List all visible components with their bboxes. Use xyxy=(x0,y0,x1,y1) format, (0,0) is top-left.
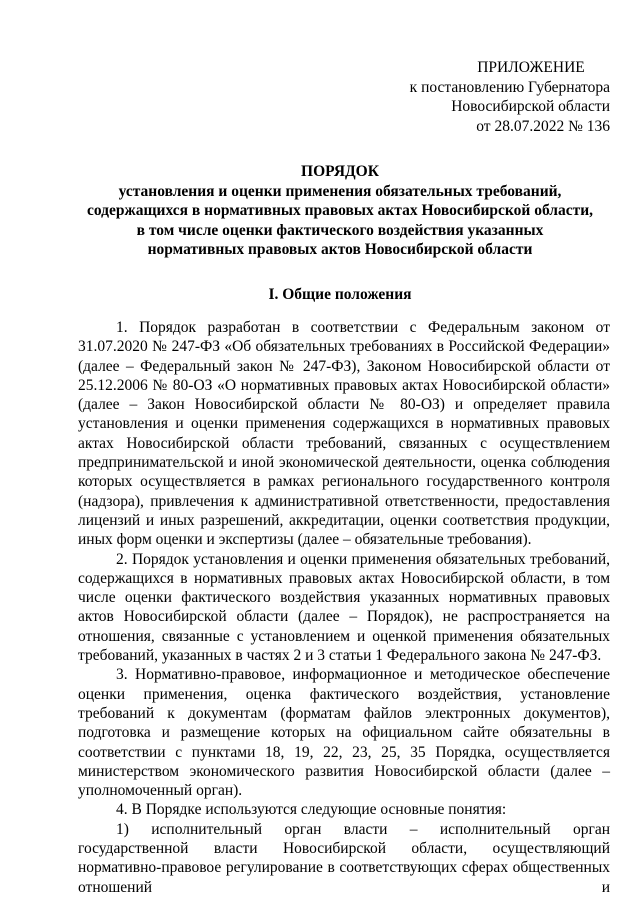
appendix-header xyxy=(380,58,610,136)
section-heading: I. Общие положения xyxy=(268,286,412,303)
document-subtitle-line: в том числе оценки фактического воздействия указанных xyxy=(136,221,544,239)
document-title-block xyxy=(60,162,620,260)
paragraph: 1. Порядок разработан в соответствии с Федеральным законом от 31.07.2020 № 247-ФЗ «Об обязательных требованиях в Российской Федерации» (далее – Федеральный закон № 247-ФЗ), Законом Новосибирской области от 25.12.2006 № 80-ОЗ «О нормативных правовых актах Новосибирской области» (далее – Закон Новосибирской области № 80-ОЗ) и определяет правила установления и оценки применения содержащихся в нормативных правовых актах Новосибирской области требований, связанных с осуществлением предпринимательской и иной экономической деятельности, оценка соблюдения которых осуществляется в рамках регионального государственного контроля (надзора), привлечения к административной ответственности, предоставления лицензий и иных разрешений, аккредитации, оценки соответствия продукции, иных форм оценки и экспертизы (далее – обязательные требования). xyxy=(78,319,610,549)
document-title: ПОРЯДОК xyxy=(301,163,379,180)
appendix-line-region: Новосибирской области xyxy=(451,98,610,115)
document-subtitle-line: установления и оценки применения обязательных требований, xyxy=(118,182,562,200)
document-body xyxy=(78,318,610,897)
appendix-title: ПРИЛОЖЕНИЕ xyxy=(477,59,585,76)
paragraph: 4. В Порядке используются следующие основные понятия: xyxy=(116,801,507,819)
paragraph: 1) исполнительный орган власти – исполнительный орган государственной власти Новосибирской области, осуществляющий нормативно-правовое регулирование в соответствующих сферах общественных отношений и xyxy=(78,820,610,896)
document-subtitle-line: нормативных правовых актов Новосибирской области xyxy=(147,241,533,258)
document-subtitle-line: содержащихся в нормативных правовых актах Новосибирской области, xyxy=(86,202,594,219)
paragraph: 3. Нормативно-правовое, информационное и методическое обеспечение оценки применения, оценка фактического воздействия, установление требований к документам (форматам файлов электронных документов), подготовка и размещение которых на официальном сайте обязательны в соответствии с пунктами 18, 19, 22, 23, 25, 35 Порядка, осуществляется министерством экономического развития Новосибирской области (далее – уполномоченный орган). xyxy=(78,666,610,800)
paragraph: 2. Порядок установления и оценки применения обязательных требований, содержащихся в нормативных правовых актах Новосибирской области, в том числе оценки фактического воздействия указанных нормативных правовых актов Новосибирской области (далее – Порядок), не распространяется на отношения, связанные с установлением и оценкой применения обязательных требований, указанных в частях 2 и 3 статьи 1 Федерального закона № 247-ФЗ. xyxy=(78,550,610,665)
appendix-line-resolution: к постановлению Губернатора xyxy=(409,78,610,96)
appendix-line-date-number: от 28.07.2022 № 136 xyxy=(476,117,610,135)
